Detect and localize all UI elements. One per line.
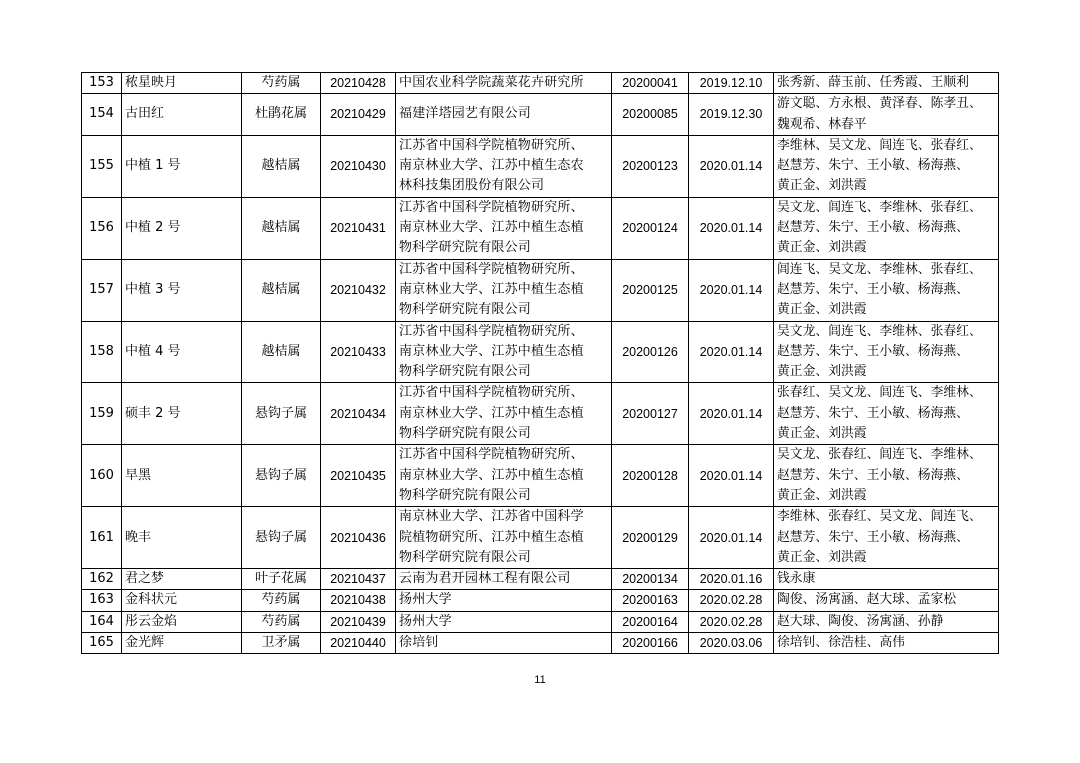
variety-table — [81, 72, 999, 654]
variety-name-cell: 古田红 — [122, 94, 242, 136]
genus-cell: 芍药属 — [242, 590, 321, 611]
table-row — [82, 590, 999, 611]
table-row — [82, 135, 999, 197]
application-number-cell: 20200125 — [612, 259, 689, 321]
application-number-cell: 20200163 — [612, 590, 689, 611]
application-number-cell: 20200164 — [612, 611, 689, 632]
genus-cell: 越桔属 — [242, 197, 321, 259]
breeders-cell: 吴文龙、闾连飞、李维林、张春红、 赵慧芳、朱宁、王小敏、杨海燕、 黄正金、刘洪霞 — [774, 321, 999, 383]
breeders-cell: 李维林、吴文龙、闾连飞、张春红、 赵慧芳、朱宁、王小敏、杨海燕、 黄正金、刘洪霞 — [774, 135, 999, 197]
applicant-cell: 扬州大学 — [396, 590, 612, 611]
table-body — [82, 73, 999, 654]
genus-cell: 悬钩子属 — [242, 445, 321, 507]
application-number-cell: 20200166 — [612, 633, 689, 654]
breeders-cell: 李维林、张春红、吴文龙、闾连飞、 赵慧芳、朱宁、王小敏、杨海燕、 黄正金、刘洪霞 — [774, 507, 999, 569]
application-number-cell: 20200127 — [612, 383, 689, 445]
applicant-cell: 南京林业大学、江苏省中国科学 院植物研究所、江苏中植生态植 物科学研究院有限公司 — [396, 507, 612, 569]
row-number-cell: 157 — [82, 259, 122, 321]
grant-number-cell: 20210432 — [321, 259, 396, 321]
row-number-cell: 164 — [82, 611, 122, 632]
application-number-cell: 20200041 — [612, 73, 689, 94]
table-row — [82, 321, 999, 383]
genus-cell: 杜鹃花属 — [242, 94, 321, 136]
applicant-cell: 福建洋塔园艺有限公司 — [396, 94, 612, 136]
application-date-cell: 2020.03.06 — [689, 633, 774, 654]
table-row — [82, 259, 999, 321]
application-date-cell: 2020.01.14 — [689, 507, 774, 569]
application-number-cell: 20200134 — [612, 569, 689, 590]
application-number-cell: 20200085 — [612, 94, 689, 136]
variety-name-cell: 彤云金焰 — [122, 611, 242, 632]
table-row — [82, 507, 999, 569]
row-number-cell: 162 — [82, 569, 122, 590]
applicant-cell: 江苏省中国科学院植物研究所、 南京林业大学、江苏中植生态植 物科学研究院有限公司 — [396, 197, 612, 259]
grant-number-cell: 20210429 — [321, 94, 396, 136]
row-number-cell: 165 — [82, 633, 122, 654]
variety-name-cell: 金科状元 — [122, 590, 242, 611]
breeders-cell: 徐培钊、徐浩桂、高伟 — [774, 633, 999, 654]
application-number-cell: 20200123 — [612, 135, 689, 197]
applicant-cell: 江苏省中国科学院植物研究所、 南京林业大学、江苏中植生态植 物科学研究院有限公司 — [396, 321, 612, 383]
breeders-cell: 吴文龙、张春红、闾连飞、李维林、 赵慧芳、朱宁、王小敏、杨海燕、 黄正金、刘洪霞 — [774, 445, 999, 507]
application-date-cell: 2020.01.16 — [689, 569, 774, 590]
grant-number-cell: 20210439 — [321, 611, 396, 632]
genus-cell: 越桔属 — [242, 259, 321, 321]
variety-name-cell: 秾星映月 — [122, 73, 242, 94]
row-number-cell: 159 — [82, 383, 122, 445]
row-number-cell: 160 — [82, 445, 122, 507]
variety-name-cell: 晚丰 — [122, 507, 242, 569]
genus-cell: 悬钩子属 — [242, 383, 321, 445]
row-number-cell: 158 — [82, 321, 122, 383]
grant-number-cell: 20210430 — [321, 135, 396, 197]
application-date-cell: 2020.01.14 — [689, 321, 774, 383]
grant-number-cell: 20210436 — [321, 507, 396, 569]
applicant-cell: 江苏省中国科学院植物研究所、 南京林业大学、江苏中植生态植 物科学研究院有限公司 — [396, 383, 612, 445]
variety-name-cell: 早黑 — [122, 445, 242, 507]
breeders-cell: 吴文龙、闾连飞、李维林、张春红、 赵慧芳、朱宁、王小敏、杨海燕、 黄正金、刘洪霞 — [774, 197, 999, 259]
applicant-cell: 江苏省中国科学院植物研究所、 南京林业大学、江苏中植生态植 物科学研究院有限公司 — [396, 445, 612, 507]
application-date-cell: 2020.01.14 — [689, 135, 774, 197]
variety-name-cell: 中植 3 号 — [122, 259, 242, 321]
breeders-cell: 闾连飞、吴文龙、李维林、张春红、 赵慧芳、朱宁、王小敏、杨海燕、 黄正金、刘洪霞 — [774, 259, 999, 321]
row-number-cell: 153 — [82, 73, 122, 94]
genus-cell: 越桔属 — [242, 321, 321, 383]
table-row — [82, 197, 999, 259]
grant-number-cell: 20210437 — [321, 569, 396, 590]
variety-name-cell: 中植 2 号 — [122, 197, 242, 259]
breeders-cell: 赵大球、陶俊、汤寓涵、孙静 — [774, 611, 999, 632]
grant-number-cell: 20210431 — [321, 197, 396, 259]
page-number: 11 — [534, 674, 546, 686]
application-number-cell: 20200124 — [612, 197, 689, 259]
table-row — [82, 94, 999, 136]
table-row — [82, 445, 999, 507]
table-row — [82, 611, 999, 632]
grant-number-cell: 20210433 — [321, 321, 396, 383]
variety-name-cell: 中植 4 号 — [122, 321, 242, 383]
table-row — [82, 73, 999, 94]
breeders-cell: 张春红、吴文龙、闾连飞、李维林、 赵慧芳、朱宁、王小敏、杨海燕、 黄正金、刘洪霞 — [774, 383, 999, 445]
applicant-cell: 徐培钊 — [396, 633, 612, 654]
genus-cell: 悬钩子属 — [242, 507, 321, 569]
row-number-cell: 163 — [82, 590, 122, 611]
genus-cell: 芍药属 — [242, 73, 321, 94]
genus-cell: 越桔属 — [242, 135, 321, 197]
table-row — [82, 569, 999, 590]
application-number-cell: 20200126 — [612, 321, 689, 383]
application-date-cell: 2020.01.14 — [689, 197, 774, 259]
variety-name-cell: 中植 1 号 — [122, 135, 242, 197]
applicant-cell: 江苏省中国科学院植物研究所、 南京林业大学、江苏中植生态农 林科技集团股份有限公司 — [396, 135, 612, 197]
application-date-cell: 2019.12.10 — [689, 73, 774, 94]
application-number-cell: 20200129 — [612, 507, 689, 569]
applicant-cell: 扬州大学 — [396, 611, 612, 632]
row-number-cell: 155 — [82, 135, 122, 197]
grant-number-cell: 20210440 — [321, 633, 396, 654]
genus-cell: 芍药属 — [242, 611, 321, 632]
grant-number-cell: 20210438 — [321, 590, 396, 611]
applicant-cell: 中国农业科学院蔬菜花卉研究所 — [396, 73, 612, 94]
breeders-cell: 游文聪、方永根、黄泽春、陈孝丑、 魏观希、林春平 — [774, 94, 999, 136]
genus-cell: 叶子花属 — [242, 569, 321, 590]
application-date-cell: 2020.01.14 — [689, 383, 774, 445]
row-number-cell: 156 — [82, 197, 122, 259]
genus-cell: 卫矛属 — [242, 633, 321, 654]
grant-number-cell: 20210434 — [321, 383, 396, 445]
application-date-cell: 2020.02.28 — [689, 611, 774, 632]
variety-name-cell: 君之梦 — [122, 569, 242, 590]
application-date-cell: 2019.12.30 — [689, 94, 774, 136]
applicant-cell: 云南为君开园林工程有限公司 — [396, 569, 612, 590]
variety-name-cell: 金光辉 — [122, 633, 242, 654]
application-date-cell: 2020.02.28 — [689, 590, 774, 611]
breeders-cell: 钱永康 — [774, 569, 999, 590]
grant-number-cell: 20210428 — [321, 73, 396, 94]
applicant-cell: 江苏省中国科学院植物研究所、 南京林业大学、江苏中植生态植 物科学研究院有限公司 — [396, 259, 612, 321]
application-number-cell: 20200128 — [612, 445, 689, 507]
table-row — [82, 633, 999, 654]
breeders-cell: 陶俊、汤寓涵、赵大球、孟家松 — [774, 590, 999, 611]
variety-name-cell: 硕丰 2 号 — [122, 383, 242, 445]
breeders-cell: 张秀新、薛玉前、任秀霞、王顺利 — [774, 73, 999, 94]
grant-number-cell: 20210435 — [321, 445, 396, 507]
row-number-cell: 161 — [82, 507, 122, 569]
application-date-cell: 2020.01.14 — [689, 259, 774, 321]
row-number-cell: 154 — [82, 94, 122, 136]
application-date-cell: 2020.01.14 — [689, 445, 774, 507]
table-row — [82, 383, 999, 445]
